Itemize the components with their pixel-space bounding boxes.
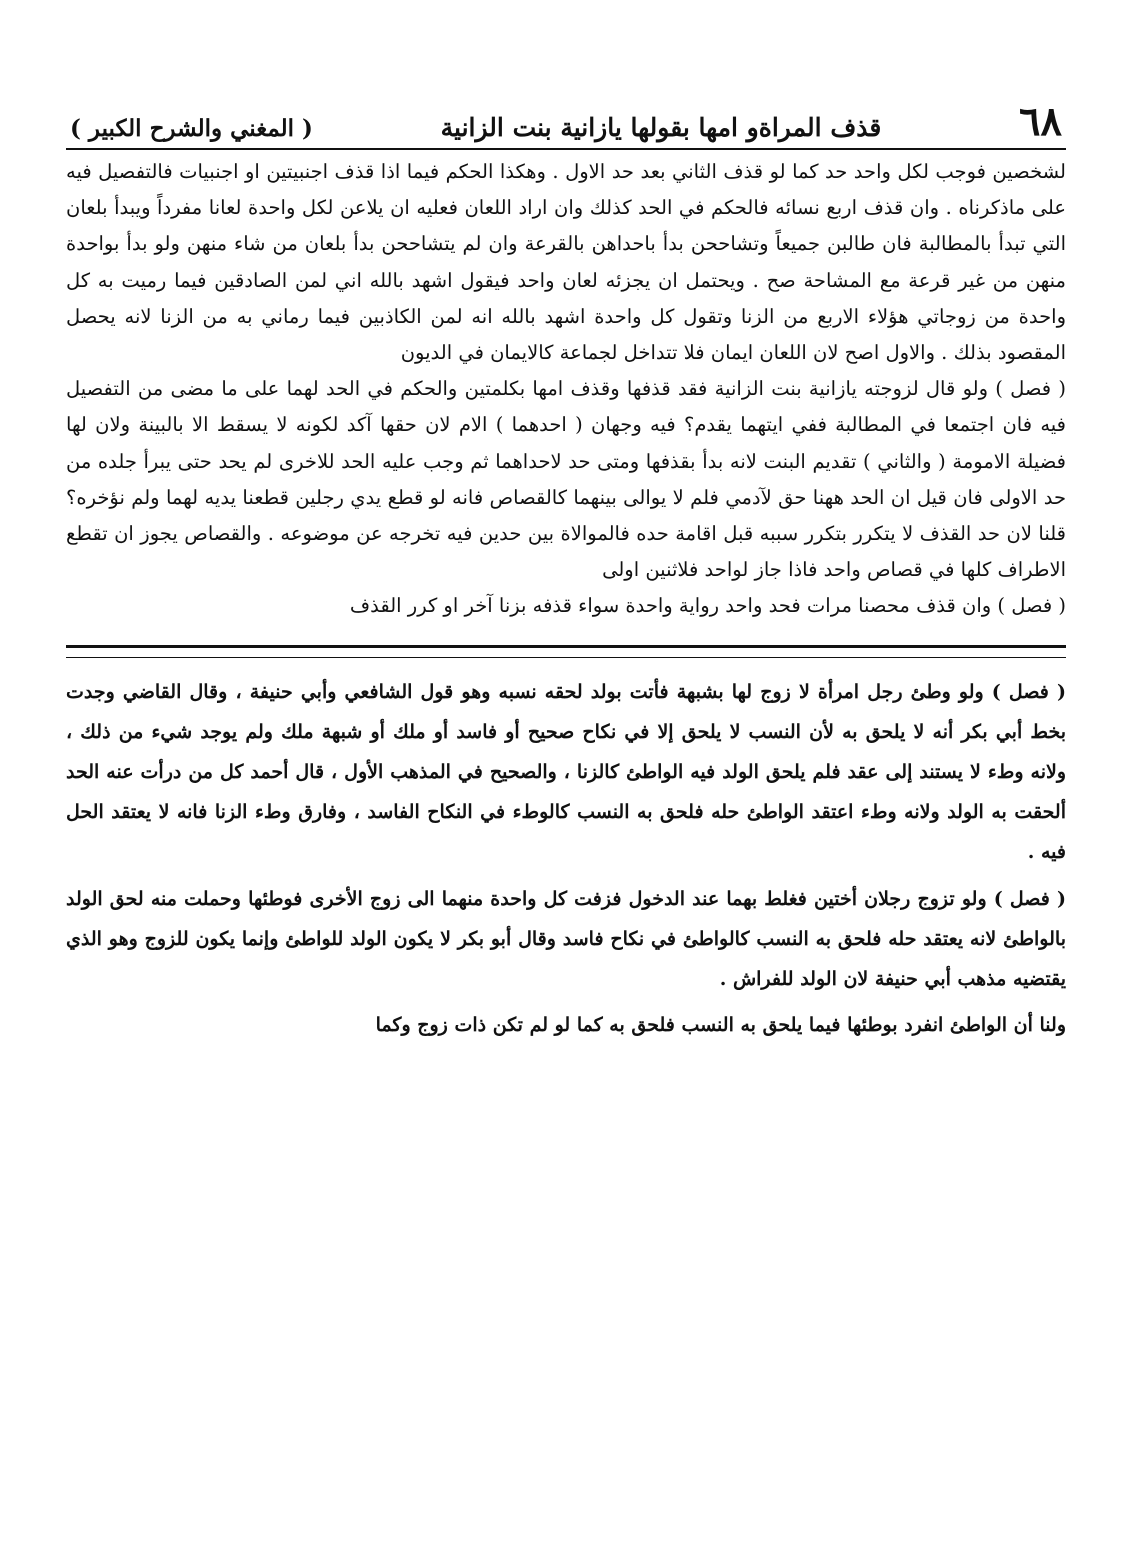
page-number: ٦٨ xyxy=(1019,98,1062,145)
lower-paragraph: ( فصل ) ولو تزوج رجلان أختين فغلط بهما عند الدخول فزفت كل واحدة منهما الى زوج الأخرى فوطئها وحملت منه لحق الولد بالواطئ لانه يعتقد حله فلحق به النسب كالواطئ في نكاح فاسد وقال أبو بكر لا يكون الولد للواطئ وإنما يكون للزوج وهو الذي يقتضيه مذهب أبي حنيفة لان الولد للفراش . xyxy=(66,887,1066,991)
book-page xyxy=(66,96,1066,1536)
section-divider xyxy=(66,645,1066,658)
lower-paragraph: ولنا أن الواطئ انفرد بوطئها فيما يلحق به النسب فلحق به كما لو لم تكن ذات زوج وكما xyxy=(375,1014,1066,1037)
header-rule xyxy=(66,148,1066,150)
running-head: قذف المراةو امها بقولها يازانية بنت الزانية xyxy=(440,113,882,142)
book-title: ( المغني والشرح الكبير ) xyxy=(70,115,313,142)
main-paragraph: ( فصل ) وان قذف محصنا مرات فحد واحد رواية واحدة سواء قذفه بزنا آخر او كرر القذف xyxy=(349,594,1066,618)
lower-text xyxy=(66,672,1066,1046)
page-header xyxy=(66,96,1066,145)
main-paragraph: لشخصين فوجب لكل واحد حد كما لو قذف الثاني بعد حد الاول . وهكذا الحكم فيما اذا قذف اجنبيتين او اجنبيات فالتفصيل فيه على ماذكرناه . وان قذف اربع نسائه فالحكم في الحد كذلك وان اراد اللعان فعليه ان يلاعن لكل واحدة لعانا مفرداً ويبدأ بلعان التي تبدأ بالمطالبة فان طالبن جميعاً وتشاححن بدأ باحداهن بالقرعة وان لم يتشاححن بدأ بلعان من شاء منهن ولو بدأ بواحدة منهن من غير قرعة مع المشاحة صح . ويحتمل ان يجزئه لعان واحد فيقول اشهد بالله اني لمن الصادقين فيما رميت به كل واحدة من زوجاتي هؤلاء الاربع من الزنا وتقول كل واحدة اشهد بالله انه لمن الكاذبين فيما رماني به من الزنا لانه يحصل المقصود بذلك . والاول اصح لان اللعان ايمان فلا تتداخل لجماعة كالايمان في الديون xyxy=(66,160,1066,365)
main-text xyxy=(66,154,1066,625)
lower-paragraph: ( فصل ) ولو وطئ رجل امرأة لا زوج لها بشبهة فأتت بولد لحقه نسبه وهو قول الشافعي وأبي حنيفة ، وقال القاضي وجدت بخط أبي بكر أنه لا يلحق به لأن النسب لا يلحق إلا في نكاح صحيح أو فاسد أو ملك أو شبهة ملك ولم يوجد شيء من ذلك ، ولانه وطء لا يستند إلى عقد فلم يلحق الولد فيه الواطئ كالزنا ، والصحيح في المذهب الأول ، قال أحمد كل من درأت عنه الحد ألحقت به الولد ولانه وطء اعتقد الواطئ حله فلحق به النسب كالوطء في النكاح الفاسد ، وفارق وطء الزنا فانه لا يعتقد الحل فيه . xyxy=(66,680,1066,864)
main-paragraph: ( فصل ) ولو قال لزوجته يازانية بنت الزانية فقد قذفها وقذف امها بكلمتين والحكم في الحد لهما على ما مضى من التفصيل فيه فان اجتمعا في المطالبة ففي ايتهما يقدم؟ فيه وجهان ( احدهما ) الام لان حقها آكد لكونه لا يسقط الا بالبينة ولان لها فضيلة الامومة ( والثاني ) تقديم البنت لانه بدأ بقذفها ومتى حد لاحداهما ثم وجب عليه الحد للاخرى لم يحد حتى يبرأ جلده من حد الاولى فان قيل ان الحد ههنا حق لآدمي فلم لا يوالى بينهما كالقصاص فانه لو قطع يدي رجلين قطعنا يديه لهما ولم نؤخره؟ قلنا لان حد القذف لا يتكرر بتكرر سببه قبل اقامة حده فالموالاة بين حدين فيه تخرجه عن موضوعه . والقصاص يجوز ان تقطع الاطراف كلها في قصاص واحد فاذا جاز لواحد فلاثنين اولى xyxy=(66,377,1066,582)
